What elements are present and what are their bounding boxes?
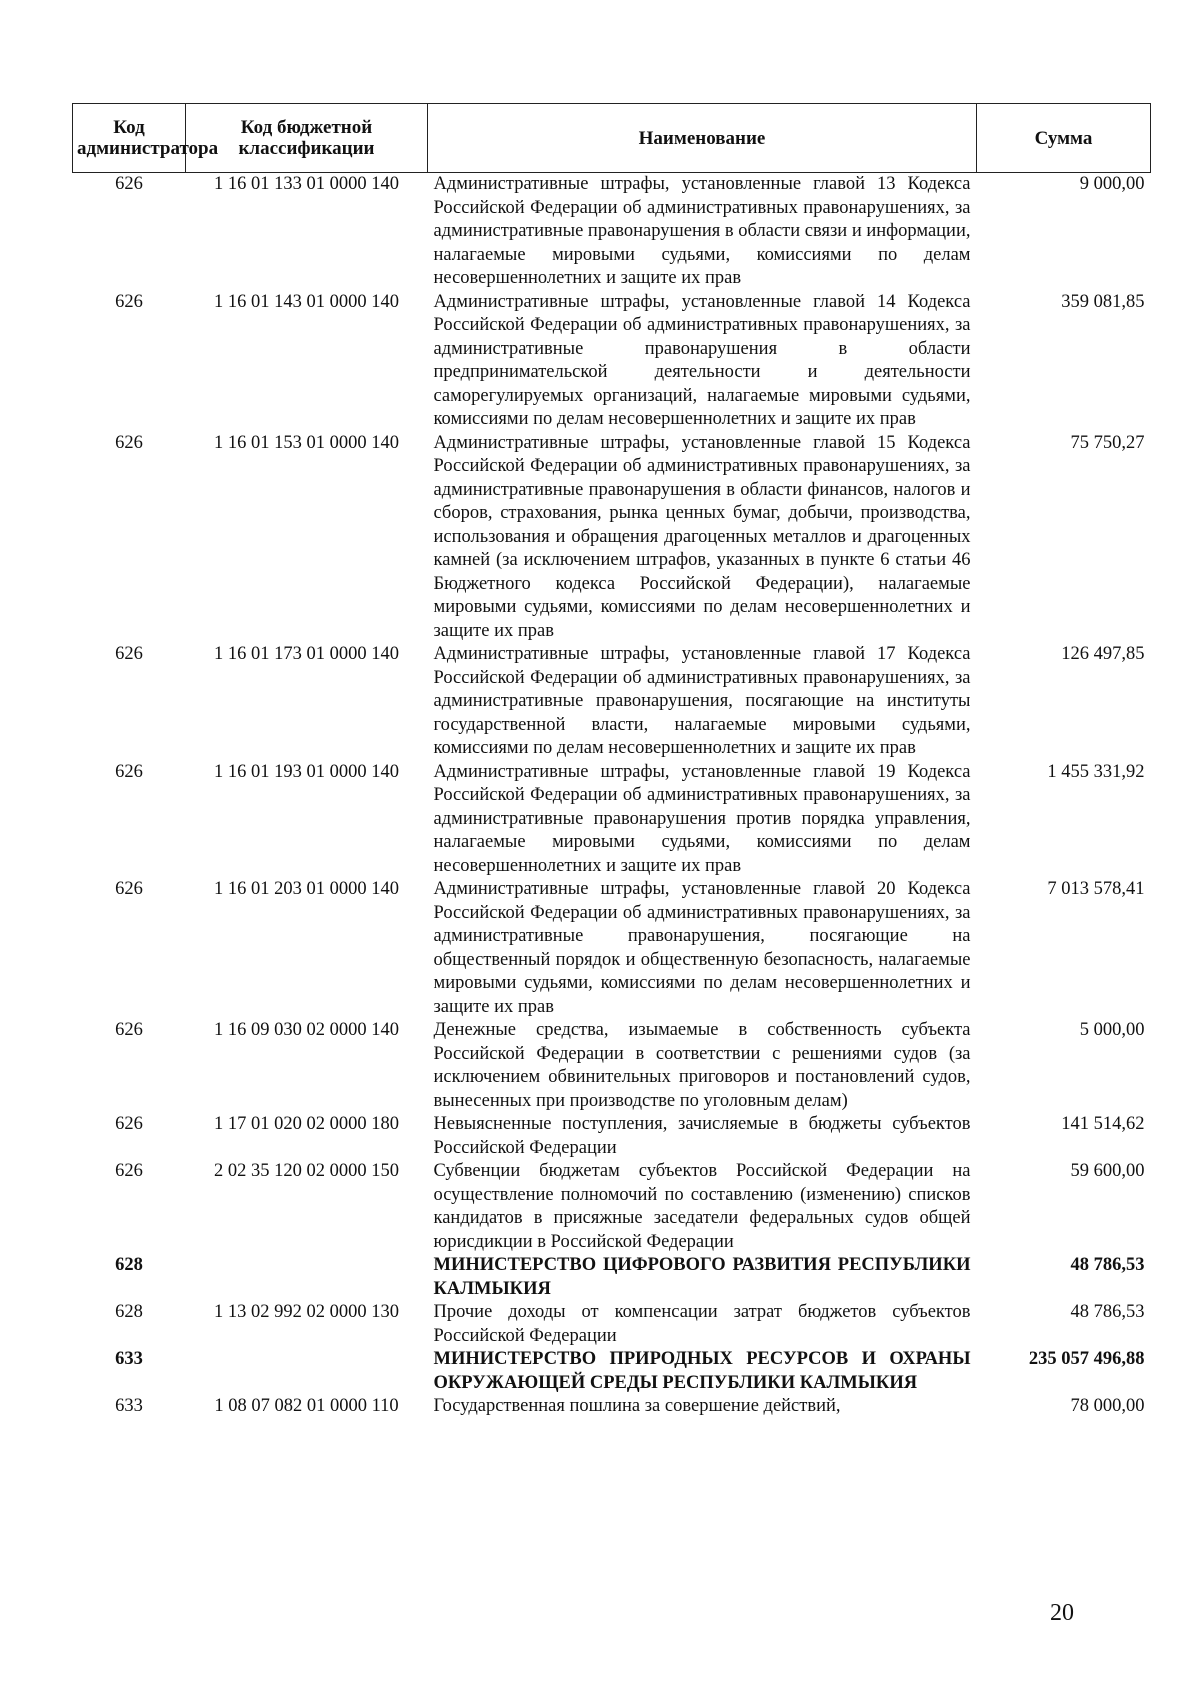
budget-code-cell: 1 16 09 030 02 0000 140 [214, 1020, 399, 1040]
admin-code-cell: 626 [115, 644, 143, 664]
header-budget-code: Код бюджетной классификации [186, 104, 428, 173]
budget-code-cell: 1 13 02 992 02 0000 130 [214, 1302, 399, 1322]
budget-code-cell: 1 16 01 173 01 0000 140 [214, 644, 399, 664]
page-number: 20 [1050, 1600, 1074, 1626]
admin-code-cell: 633 [115, 1349, 143, 1369]
sum-cell: 7 013 578,41 [1047, 879, 1145, 899]
table-row-section [73, 1254, 1151, 1301]
sum-cell: 75 750,27 [1070, 432, 1145, 453]
name-cell: МИНИСТЕРСТВО ПРИРОДНЫХ РЕСУРСОВ И ОХРАНЫ ОКРУЖАЮЩЕЙ СРЕДЫ РЕСПУБЛИКИ КАЛМЫКИЯ [433, 1349, 971, 1393]
admin-code-cell: 633 [115, 1396, 143, 1416]
sum-cell: 126 497,85 [1061, 644, 1145, 664]
budget-code-cell: 1 16 01 193 01 0000 140 [214, 761, 399, 782]
name-cell: Денежные средства, изымаемые в собственность субъекта Российской Федерации в соответствии с решениями судов (за исключением обвинительных приговоров и постановлений судов, вынесенных при производстве по уголовным делам) [433, 1020, 971, 1111]
sum-cell: 59 600,00 [1070, 1161, 1145, 1181]
budget-code-cell [186, 1348, 428, 1395]
budget-code-cell: 1 16 01 203 01 0000 140 [214, 879, 399, 899]
table-header-row [73, 104, 1151, 173]
budget-code-cell: 1 17 01 020 02 0000 180 [214, 1114, 399, 1134]
admin-code-cell: 626 [115, 432, 143, 453]
budget-code-cell: 2 02 35 120 02 0000 150 [214, 1161, 399, 1181]
name-cell: МИНИСТЕРСТВО ЦИФРОВОГО РАЗВИТИЯ РЕСПУБЛИКИ КАЛМЫКИЯ [433, 1255, 971, 1299]
table-row [73, 1301, 1151, 1348]
table-row [73, 1395, 1151, 1419]
table-row [73, 643, 1151, 761]
table-body [73, 173, 1151, 1419]
name-cell: Административные штрафы, установленные главой 14 Кодекса Российской Федерации об административных правонарушениях, за административные правонарушения в области предпринимательской деятельности и деятельности саморегулируемых организаций, налагаемые мировыми судьями, комиссиями по делам несовершеннолетних и защите их прав [433, 291, 971, 429]
table-row [73, 291, 1151, 432]
name-cell: Административные штрафы, установленные главой 13 Кодекса Российской Федерации об административных правонарушениях, за административные правонарушения в области связи и информации, налагаемые мировыми судьями, комиссиями по делам несовершеннолетних и защите их прав [433, 174, 971, 288]
admin-code-cell: 628 [115, 1302, 143, 1322]
table-row [73, 173, 1151, 291]
admin-code-cell: 626 [115, 291, 143, 312]
budget-code-cell: 1 16 01 153 01 0000 140 [214, 432, 399, 453]
sum-cell: 9 000,00 [1079, 174, 1145, 194]
budget-code-cell: 1 08 07 082 01 0000 110 [214, 1396, 399, 1416]
table-row [73, 761, 1151, 879]
sum-cell: 78 000,00 [1070, 1396, 1145, 1416]
name-cell: Прочие доходы от компенсации затрат бюджетов субъектов Российской Федерации [433, 1302, 971, 1346]
table-row [73, 878, 1151, 1019]
header-admin-code: Код администратора [73, 104, 186, 173]
table-row-section [73, 1348, 1151, 1395]
name-cell: Невыясненные поступления, зачисляемые в бюджеты субъектов Российской Федерации [433, 1114, 971, 1158]
sum-cell: 1 455 331,92 [1047, 761, 1145, 782]
sum-cell: 359 081,85 [1061, 291, 1145, 312]
admin-code-cell: 626 [115, 1161, 143, 1181]
name-cell: Административные штрафы, установленные главой 17 Кодекса Российской Федерации об административных правонарушениях, за административные правонарушения, посягающие на институты государственной власти, налагаемые мировыми судьями, комиссиями по делам несовершеннолетних и защите их прав [433, 644, 971, 758]
admin-code-cell: 626 [115, 879, 143, 899]
header-name: Наименование [428, 104, 977, 173]
table-row [73, 1160, 1151, 1254]
sum-cell: 48 786,53 [1070, 1255, 1145, 1275]
table-row [73, 432, 1151, 644]
admin-code-cell: 626 [115, 761, 143, 782]
admin-code-cell: 628 [115, 1255, 143, 1275]
name-cell: Административные штрафы, установленные главой 19 Кодекса Российской Федерации об административных правонарушениях, за административные правонарушения против порядка управления, налагаемые мировыми судьями, комиссиями по делам несовершеннолетних и защите их прав [433, 761, 971, 876]
name-cell: Государственная пошлина за совершение действий, [433, 1396, 841, 1416]
budget-code-cell: 1 16 01 133 01 0000 140 [214, 174, 399, 194]
name-cell: Административные штрафы, установленные главой 15 Кодекса Российской Федерации об административных правонарушениях, за административные правонарушения в области финансов, налогов и сборов, страхования, рынка ценных бумаг, добычи, производства, использования и обращения драгоценных металлов и драгоценных камней (за исключением штрафов, указанных в пункте 6 статьи 46 Бюджетного кодекса Российской Федерации), налагаемые мировыми судьями, комиссиями по делам несовершеннолетних и защите их прав [433, 432, 971, 641]
admin-code-cell: 626 [115, 174, 143, 194]
sum-cell: 48 786,53 [1070, 1302, 1145, 1322]
sum-cell: 235 057 496,88 [1028, 1349, 1145, 1369]
budget-code-cell: 1 16 01 143 01 0000 140 [214, 291, 399, 312]
name-cell: Административные штрафы, установленные главой 20 Кодекса Российской Федерации об административных правонарушениях, за административные правонарушения, посягающие на общественный порядок и общественную безопасность, налагаемые мировыми судьями, комиссиями по делам несовершеннолетних и защите их прав [433, 879, 971, 1017]
header-sum: Сумма [977, 104, 1151, 173]
sum-cell: 141 514,62 [1061, 1114, 1145, 1134]
sum-cell: 5 000,00 [1079, 1020, 1145, 1040]
admin-code-cell: 626 [115, 1114, 143, 1134]
budget-code-cell [186, 1254, 428, 1301]
table-row [73, 1019, 1151, 1113]
admin-code-cell: 626 [115, 1020, 143, 1040]
name-cell: Субвенции бюджетам субъектов Российской Федерации на осуществление полномочий по составлению (изменению) списков кандидатов в присяжные заседатели федеральных судов общей юрисдикции в Российской Федерации [433, 1161, 971, 1252]
table-row [73, 1113, 1151, 1160]
budget-revenue-table [72, 103, 1151, 1419]
